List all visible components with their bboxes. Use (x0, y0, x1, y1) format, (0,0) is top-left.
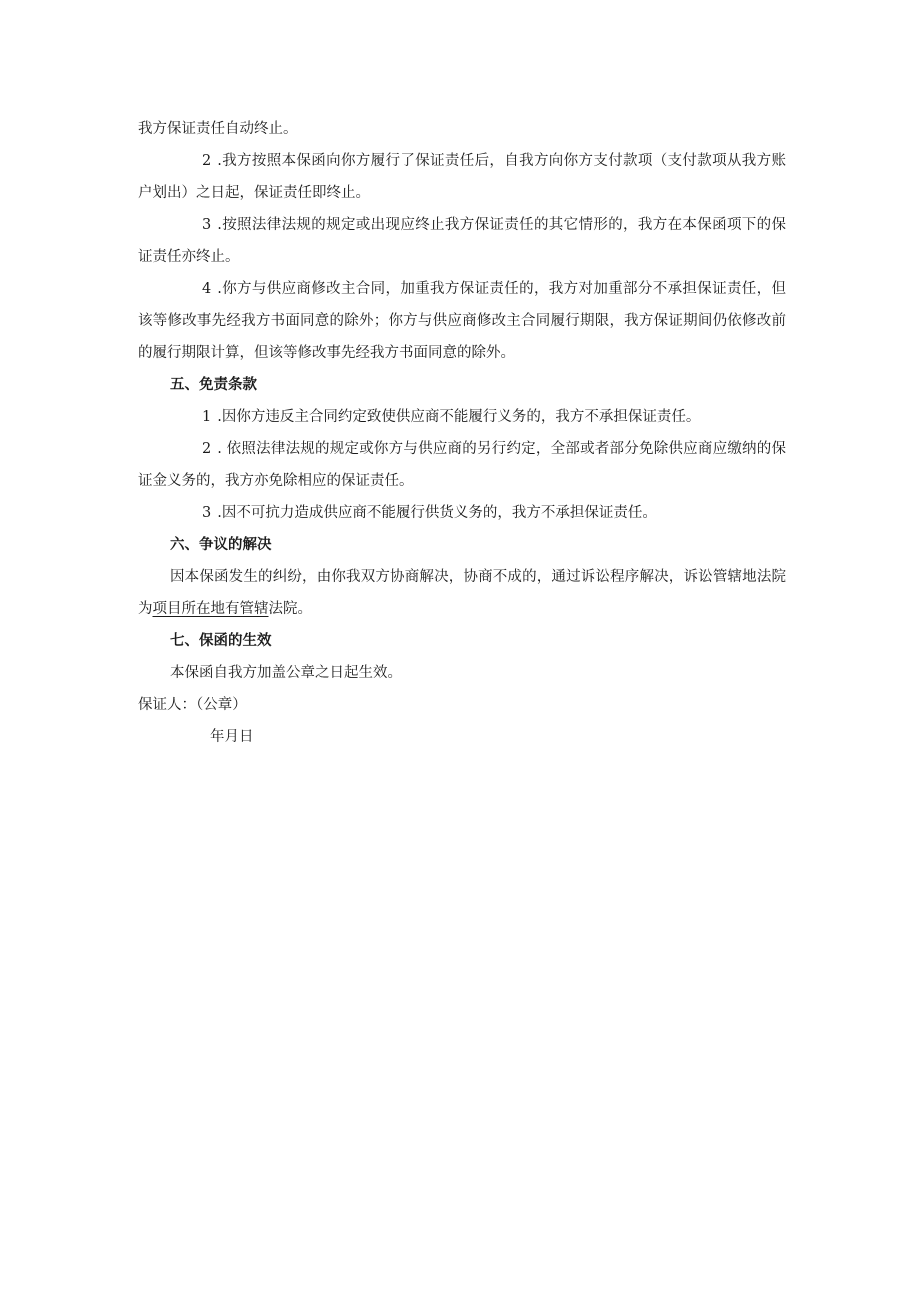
clause-text: .按照法律法规的规定或出现应终止我方保证责任的其它情形的，我方在本保函项下的保证责任亦终止。 (138, 217, 786, 265)
clause-text: .你方与供应商修改主合同，加重我方保证责任的，我方对加重部分不承担保证责任，但该等修改事先经我方书面同意的除外；你方与供应商修改主合同履行期限，我方保证期间仍依修改前的履行期限计算，但该等修改事先经我方书面同意的除外。 (138, 281, 786, 361)
dispute-paragraph (138, 561, 786, 625)
guarantor-seal-line: 保证人：（公章） (138, 697, 247, 713)
section-heading-dispute: 六、争议的解决 (170, 537, 272, 553)
clause-number: 1 (202, 409, 212, 425)
clause-number: 3 (202, 217, 212, 233)
clause-number: 3 (202, 505, 212, 521)
clause-4-2 (138, 145, 786, 209)
section-heading-effectiveness: 七、保函的生效 (170, 633, 272, 649)
clause-text: . 依照法律法规的规定或你方与供应商的另行约定，全部或者部分免除供应商应缴纳的保证金义务的，我方亦免除相应的保证责任。 (138, 441, 786, 489)
clause-number: 2 (202, 153, 212, 169)
clause-number: 4 (202, 281, 212, 297)
clause-5-2 (138, 433, 786, 497)
jurisdiction-underlined: 项目所在地有管辖 (152, 601, 269, 617)
date-line: 年月日 (210, 729, 254, 745)
clause-4-4 (138, 273, 786, 369)
paragraph-liability-termination: 我方保证责任自动终止。 (138, 121, 298, 137)
clause-text: .因不可抗力造成供应商不能履行供货义务的，我方不承担保证责任。 (217, 505, 657, 521)
dispute-text-pre: 因本保函发生的纠纷，由你我双方协商解决，协商不成的，通过诉讼程序解决，诉讼管辖地法院为 (138, 569, 786, 617)
clause-number: 2 (202, 441, 212, 457)
clause-text: .我方按照本保函向你方履行了保证责任后，自我方向你方支付款项（支付款项从我方账户划出）之日起，保证责任即终止。 (138, 153, 786, 201)
clause-5-1 (138, 401, 786, 433)
clause-4-3 (138, 209, 786, 273)
clause-5-3 (138, 497, 786, 529)
dispute-text-post: 法院。 (268, 601, 312, 617)
clause-text: .因你方违反主合同约定致使供应商不能履行义务的，我方不承担保证责任。 (217, 409, 701, 425)
document-page (138, 113, 786, 753)
section-heading-exemption: 五、免责条款 (170, 377, 257, 393)
effectiveness-paragraph: 本保函自我方加盖公章之日起生效。 (170, 665, 402, 681)
